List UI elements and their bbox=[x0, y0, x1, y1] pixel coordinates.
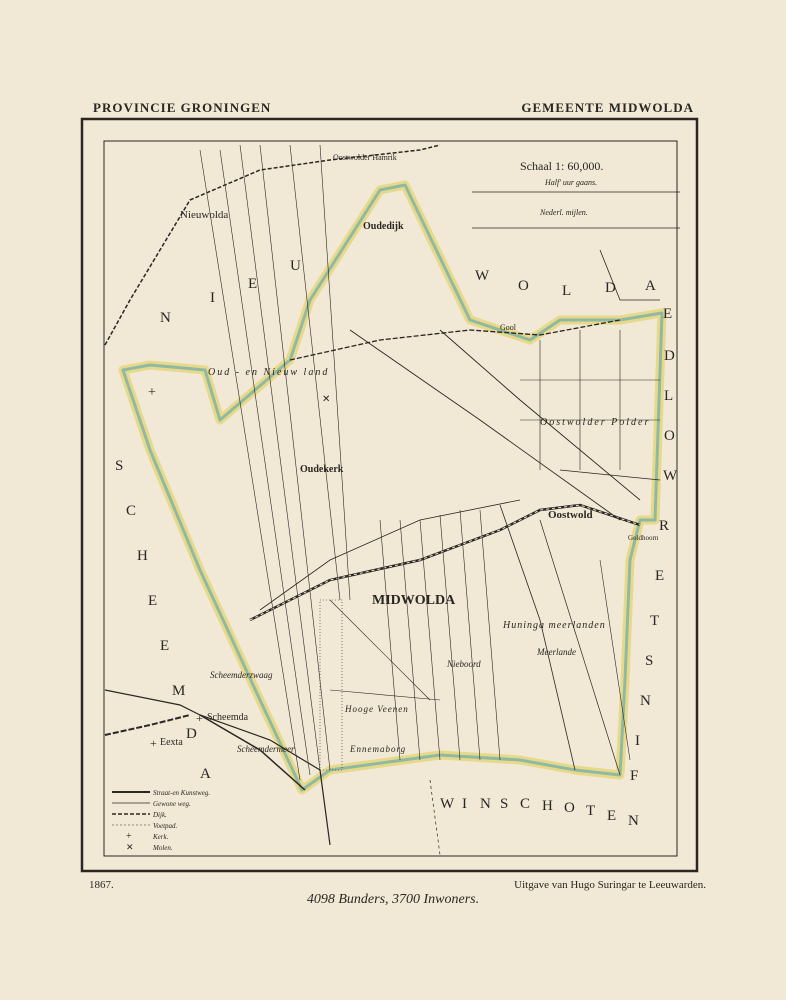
finsterwolde-letter: E bbox=[663, 306, 673, 322]
label-scheemda: Scheemda bbox=[207, 712, 249, 723]
legend-gewone-weg: Gewone weg. bbox=[153, 800, 191, 808]
scale-title: Schaal 1: 60,000. bbox=[520, 159, 604, 173]
scheemda-letter: D bbox=[186, 726, 197, 742]
label-oostwold: Oostwold bbox=[548, 509, 593, 521]
scheemda-letter: C bbox=[126, 503, 137, 519]
winschoten-letter: E bbox=[607, 808, 617, 824]
church-icon: + bbox=[126, 831, 132, 842]
windmill-icon: ✕ bbox=[322, 394, 331, 405]
winschoten-letter: N bbox=[628, 813, 639, 829]
nieuw-letter: U bbox=[290, 258, 301, 274]
finsterwolde-letter: L bbox=[664, 388, 674, 404]
wolda-letter: D bbox=[605, 280, 616, 296]
place-labels bbox=[148, 153, 659, 754]
windmill-icon: ✕ bbox=[126, 842, 134, 852]
label-meerlande: Meerlande bbox=[537, 647, 576, 657]
scale-label-hours: Half' uur gaans. bbox=[545, 178, 598, 187]
finsterwolde-letter: S bbox=[645, 653, 654, 669]
finsterwolde-letter: F bbox=[630, 768, 639, 784]
label-goldhoorn: Goldhoorn bbox=[628, 534, 659, 542]
municipality-title: GEMEENTE MIDWOLDA bbox=[521, 100, 694, 115]
scheemda-letter: E bbox=[148, 593, 158, 609]
municipal-boundary bbox=[123, 185, 665, 790]
nieuw-letter: N bbox=[160, 310, 171, 326]
nieuw-letter: I bbox=[210, 290, 215, 306]
label-oostwolder-hamrik: Oostwolder Hamrik bbox=[333, 153, 397, 162]
winschoten-letter: T bbox=[586, 803, 596, 819]
label-gool: Gool bbox=[500, 323, 516, 332]
scale-bar bbox=[472, 159, 680, 228]
map-year: 1867. bbox=[89, 879, 114, 891]
wolda-letter: W bbox=[475, 268, 490, 284]
label-oudekerk: Oudekerk bbox=[300, 464, 344, 475]
winschoten-letter: C bbox=[520, 796, 531, 812]
label-eexta: Eexta bbox=[160, 737, 183, 748]
province-title: PROVINCIE GRONINGEN bbox=[93, 100, 272, 115]
wolda-letter: O bbox=[518, 278, 529, 294]
label-midwolda: MIDWOLDA bbox=[372, 593, 456, 608]
finsterwolde-letter: D bbox=[664, 348, 675, 364]
scheemda-letter: H bbox=[137, 548, 148, 564]
area-population-stats: 4098 Bunders, 3700 Inwoners. bbox=[306, 892, 480, 907]
label-nieboord: Nieboord bbox=[447, 659, 481, 669]
legend-molen: Molen. bbox=[153, 844, 173, 852]
finsterwolde-letter: T bbox=[650, 613, 660, 629]
scheemda-letter: E bbox=[160, 638, 170, 654]
legend bbox=[112, 789, 210, 852]
scheemda-letter: A bbox=[200, 766, 211, 782]
scheemda-letter: S bbox=[115, 458, 124, 474]
finsterwolde-letter: O bbox=[664, 428, 675, 444]
publisher-credit: Uitgave van Hugo Suringar te Leeuwarden. bbox=[514, 879, 706, 891]
label-huningameer: Huninga meerlanden bbox=[503, 620, 606, 631]
nieuw-letter: E bbox=[248, 276, 258, 292]
legend-kunstweg: Straat-en Kunstweg. bbox=[153, 789, 211, 797]
church-icon: + bbox=[150, 736, 157, 750]
winschoten-letter: I bbox=[462, 796, 467, 812]
winschoten-letter: H bbox=[542, 798, 553, 814]
church-icon: + bbox=[148, 385, 156, 400]
finsterwolde-letter: I bbox=[635, 733, 640, 749]
scheemda-letter: M bbox=[172, 683, 186, 699]
label-nieuwland: Oud - en Nieuw land bbox=[208, 367, 330, 378]
legend-kerk: Kerk. bbox=[153, 833, 169, 841]
legend-dijk: Dijk. bbox=[153, 811, 167, 819]
scale-label-miles: Nederl. mijlen. bbox=[540, 208, 588, 217]
legend-voetpad: Voetpad. bbox=[153, 822, 178, 830]
winschoten-letter: S bbox=[500, 796, 509, 812]
church-icon: + bbox=[196, 711, 203, 725]
label-oostwolder-polder: Oostwolder Polder bbox=[540, 417, 651, 428]
wolda-letter: A bbox=[645, 278, 656, 294]
finsterwolde-letter: E bbox=[655, 568, 665, 584]
finsterwolde-letter: W bbox=[663, 468, 678, 484]
winschoten-letter: O bbox=[564, 800, 575, 816]
finsterwolde-letter: N bbox=[640, 693, 651, 709]
label-scheemdermeer: Scheemdermeer bbox=[237, 744, 295, 754]
winschoten-letter: N bbox=[480, 796, 491, 812]
label-ennemaborg: Ennemaborg bbox=[350, 744, 407, 754]
label-oudedijk: Oudedijk bbox=[363, 221, 404, 232]
wolda-letter: L bbox=[562, 283, 572, 299]
label-hooge-veenen: Hooge Veenen bbox=[345, 704, 409, 714]
label-scheemderzwaag: Scheemderzwaag bbox=[210, 670, 273, 680]
ennemaborg-estate bbox=[320, 600, 342, 770]
finsterwolde-letter: R bbox=[659, 518, 670, 534]
winschoten-letter: W bbox=[440, 796, 455, 812]
label-nieuwolda: Nieuwolda bbox=[180, 209, 229, 221]
